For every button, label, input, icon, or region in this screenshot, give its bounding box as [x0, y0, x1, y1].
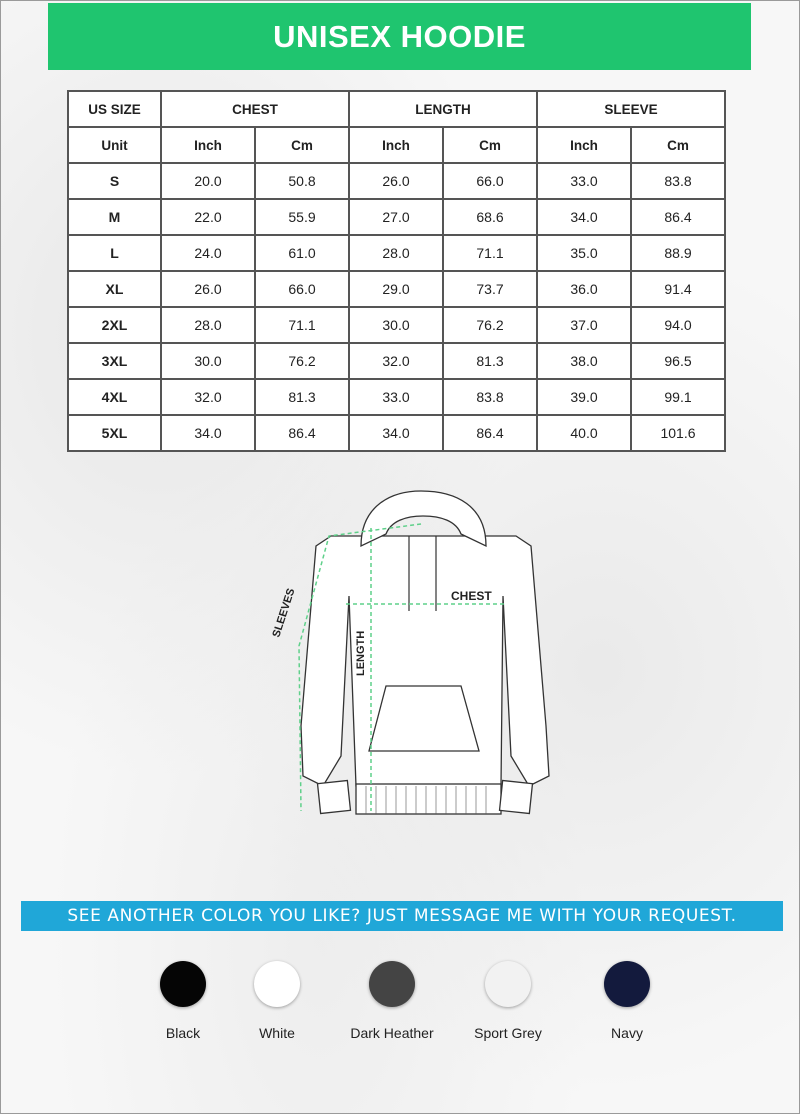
color-swatch	[332, 961, 452, 1041]
measurement-cell: 24.0	[161, 235, 255, 271]
unit-cell: Cm	[631, 127, 725, 163]
unit-row	[68, 127, 725, 163]
table-row	[68, 271, 725, 307]
measurement-cell: 81.3	[255, 379, 349, 415]
measurement-cell: 86.4	[255, 415, 349, 451]
measurement-cell: 76.2	[443, 307, 537, 343]
measurement-cell: 81.3	[443, 343, 537, 379]
measurement-cell: 73.7	[443, 271, 537, 307]
measurement-cell: 34.0	[349, 415, 443, 451]
measurement-cell: 37.0	[537, 307, 631, 343]
header-cell: SLEEVE	[537, 91, 725, 127]
hoodie-waistband	[356, 784, 501, 814]
measurement-cell: 33.0	[349, 379, 443, 415]
color-dot	[160, 961, 206, 1007]
measurement-cell: 20.0	[161, 163, 255, 199]
size-cell: 5XL	[68, 415, 161, 451]
size-cell: M	[68, 199, 161, 235]
measurement-cell: 68.6	[443, 199, 537, 235]
color-label: Navy	[611, 1025, 643, 1041]
cta-text: SEE ANOTHER COLOR YOU LIKE? JUST MESSAGE ME WITH YOUR REQUEST.	[67, 906, 737, 926]
color-dot	[604, 961, 650, 1007]
measurement-cell: 88.9	[631, 235, 725, 271]
size-chart-table	[67, 90, 726, 452]
size-cell: 3XL	[68, 343, 161, 379]
measurement-cell: 35.0	[537, 235, 631, 271]
measurement-cell: 32.0	[349, 343, 443, 379]
color-swatch	[567, 961, 687, 1041]
cta-banner	[21, 901, 783, 931]
measurement-cell: 22.0	[161, 199, 255, 235]
table-row	[68, 199, 725, 235]
measurement-cell: 101.6	[631, 415, 725, 451]
sleeves-label: SLEEVES	[270, 586, 298, 639]
color-label: Sport Grey	[474, 1025, 542, 1041]
color-dot	[254, 961, 300, 1007]
measurement-cell: 28.0	[349, 235, 443, 271]
unit-cell: Cm	[255, 127, 349, 163]
measurement-cell: 61.0	[255, 235, 349, 271]
measurement-cell: 28.0	[161, 307, 255, 343]
measurement-cell: 76.2	[255, 343, 349, 379]
measurement-cell: 50.8	[255, 163, 349, 199]
measurement-cell: 83.8	[443, 379, 537, 415]
measurement-cell: 34.0	[537, 199, 631, 235]
header-row	[68, 91, 725, 127]
measurement-cell: 39.0	[537, 379, 631, 415]
color-swatches	[1, 961, 800, 1051]
length-label: LENGTH	[355, 630, 367, 676]
measurement-cell: 30.0	[161, 343, 255, 379]
measurement-cell: 40.0	[537, 415, 631, 451]
measurement-cell: 26.0	[349, 163, 443, 199]
table-row	[68, 235, 725, 271]
table-row	[68, 163, 725, 199]
measurement-cell: 94.0	[631, 307, 725, 343]
table-row	[68, 415, 725, 451]
measurement-cell: 55.9	[255, 199, 349, 235]
color-swatch	[217, 961, 337, 1041]
header-cell: US SIZE	[68, 91, 161, 127]
measurement-cell: 33.0	[537, 163, 631, 199]
unit-cell: Inch	[161, 127, 255, 163]
measurement-cell: 29.0	[349, 271, 443, 307]
size-cell: S	[68, 163, 161, 199]
color-dot	[485, 961, 531, 1007]
header-cell: CHEST	[161, 91, 349, 127]
measurement-cell: 71.1	[443, 235, 537, 271]
title-banner	[48, 3, 751, 70]
size-cell: 2XL	[68, 307, 161, 343]
size-cell: XL	[68, 271, 161, 307]
measurement-cell: 66.0	[443, 163, 537, 199]
measurement-cell: 71.1	[255, 307, 349, 343]
color-label: Black	[165, 1025, 201, 1041]
color-swatch	[448, 961, 568, 1041]
measurement-cell: 38.0	[537, 343, 631, 379]
measurement-cell: 32.0	[161, 379, 255, 415]
measurement-cell: 83.8	[631, 163, 725, 199]
measurement-cell: 99.1	[631, 379, 725, 415]
hoodie-diagram	[261, 486, 561, 826]
measurement-cell: 86.4	[631, 199, 725, 235]
color-label: Dark Heather	[350, 1025, 434, 1041]
hoodie-left-cuff	[318, 781, 351, 814]
color-dot	[369, 961, 415, 1007]
unit-cell: Inch	[537, 127, 631, 163]
measurement-cell: 34.0	[161, 415, 255, 451]
unit-cell: Inch	[349, 127, 443, 163]
hoodie-pocket	[369, 686, 479, 751]
measurement-cell: 96.5	[631, 343, 725, 379]
size-cell: 4XL	[68, 379, 161, 415]
measurement-cell: 36.0	[537, 271, 631, 307]
table-row	[68, 379, 725, 415]
measurement-cell: 66.0	[255, 271, 349, 307]
measurement-cell: 86.4	[443, 415, 537, 451]
measurement-cell: 26.0	[161, 271, 255, 307]
measurement-cell: 30.0	[349, 307, 443, 343]
size-cell: L	[68, 235, 161, 271]
unit-cell: Cm	[443, 127, 537, 163]
table-row	[68, 343, 725, 379]
table-row	[68, 307, 725, 343]
unit-cell: Unit	[68, 127, 161, 163]
hoodie-right-cuff	[500, 781, 533, 814]
header-cell: LENGTH	[349, 91, 537, 127]
chest-label: CHEST	[451, 589, 492, 603]
measurement-cell: 27.0	[349, 199, 443, 235]
color-label: White	[259, 1025, 295, 1041]
measurement-cell: 91.4	[631, 271, 725, 307]
page-title: UNISEX HOODIE	[273, 18, 526, 54]
